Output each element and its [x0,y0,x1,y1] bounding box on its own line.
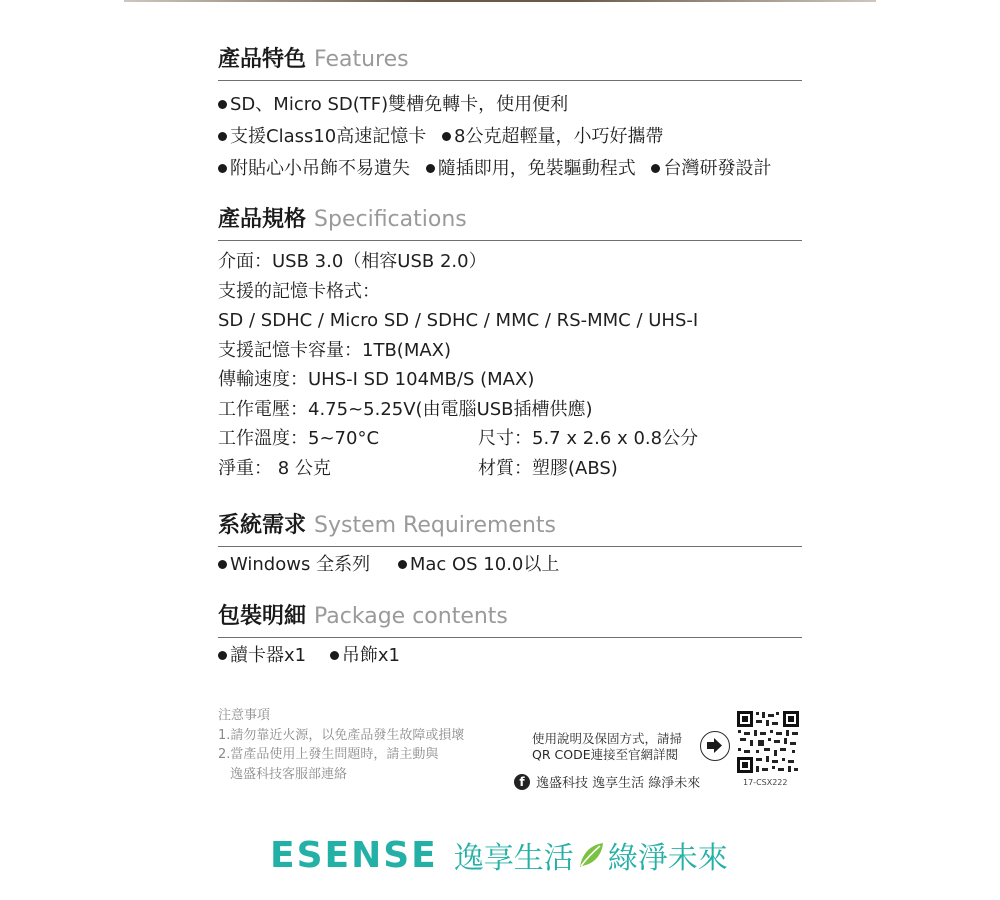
feature-item: 台灣研發設計 [651,158,771,179]
feature-item: 附貼心小吊飾不易遺失 [218,158,410,179]
bullet-icon [651,164,660,173]
spec-speed: 傳輸速度：UHS-I SD 104MB/S (MAX) [218,369,535,390]
manual-info [532,731,682,763]
package-section [218,599,802,672]
specs-title-en: Specifications [314,207,467,232]
manual-line-1: 使用說明及保固方式，請掃 [532,731,683,746]
spec-formats-label: 支援的記憶卡格式： [218,280,380,302]
specs-section [218,202,802,483]
brand-logo: ESENSE [270,834,438,876]
package-title-zh: 包裝明細 [218,604,307,629]
features-title-en: Features [314,47,409,72]
features-divider [218,80,802,81]
social-row [514,772,700,791]
product-code: 17-CSX222 [743,778,788,787]
notes-title: 注意事項 [218,708,271,723]
bullet-icon [218,164,227,173]
spec-capacity: 支援記憶卡容量：1TB(MAX) [218,339,452,361]
specs-list [218,247,802,483]
bullet-icon [218,560,227,569]
package-list [218,640,802,672]
notes-line-3: 逸盛科技客服部連絡 [230,766,348,782]
notes-line-1: 1.請勿靠近火源，以免產品發生故障或損壞 [218,727,465,743]
system-title-en: System Requirements [314,513,556,538]
feature-item: 支援Class10高速記憶卡 [218,126,426,147]
social-text: 逸盛科技 逸享生活 綠淨未來 [536,776,701,791]
bullet-icon [330,651,339,660]
facebook-icon[interactable]: f [514,774,530,790]
top-decorative-bar [124,0,876,2]
feature-item: SD、Micro SD(TF)雙槽免轉卡，使用便利 [218,94,568,115]
package-title-en: Package contents [314,604,508,629]
feature-item: 隨插即用，免裝驅動程式 [426,158,636,179]
bullet-icon [442,132,451,141]
qr-code-icon[interactable] [736,710,800,774]
system-list [218,549,802,581]
spec-row-weight-material [218,454,802,484]
bullet-icon [218,132,227,141]
system-section [218,508,802,581]
brand-slogan-2: 綠淨未來 [607,841,728,876]
brand-slogan-1: 逸享生活 [453,841,574,876]
bullet-icon [218,100,227,109]
spec-formats: SD / SDHC / Micro SD / SDHC / MMC / RS-MMC / UHS-I [218,310,699,331]
package-item: 吊飾x1 [330,645,400,666]
features-section [218,42,802,185]
notes-block [218,706,464,784]
features-list [218,89,802,185]
leaf-icon [576,840,606,870]
manual-line-2: QR CODE連接至官網詳閱 [532,747,679,762]
system-title-zh: 系統需求 [218,513,307,538]
specs-divider [218,240,802,241]
bullet-icon [218,651,227,660]
system-item: Mac OS 10.0以上 [398,554,560,575]
features-title-zh: 產品特色 [218,47,307,72]
bullet-icon [398,560,407,569]
system-item: Windows 全系列 [218,554,370,575]
arrow-right-icon [700,731,730,761]
system-divider [218,546,802,547]
package-item: 讀卡器x1 [218,645,306,666]
feature-item: 8公克超輕量，小巧好攜帶 [442,126,663,147]
spec-weight: 淨重： 8 公克 [218,457,331,479]
spec-material: 材質：塑膠(ABS) [478,457,618,479]
spec-row-temp-size [218,424,802,454]
specs-title-zh: 產品規格 [218,207,307,232]
spec-interface: 介面：USB 3.0（相容USB 2.0） [218,251,487,272]
package-divider [218,637,802,638]
notes-line-2: 2.當產品使用上發生問題時，請主動與 [218,747,439,762]
spec-size: 尺寸：5.7 x 2.6 x 0.8公分 [478,428,699,449]
brand-footer [270,833,728,877]
bullet-icon [426,164,435,173]
spec-temp: 工作溫度：5~70°C [218,428,380,449]
spec-voltage: 工作電壓：4.75~5.25V(由電腦USB插槽供應) [218,398,593,420]
